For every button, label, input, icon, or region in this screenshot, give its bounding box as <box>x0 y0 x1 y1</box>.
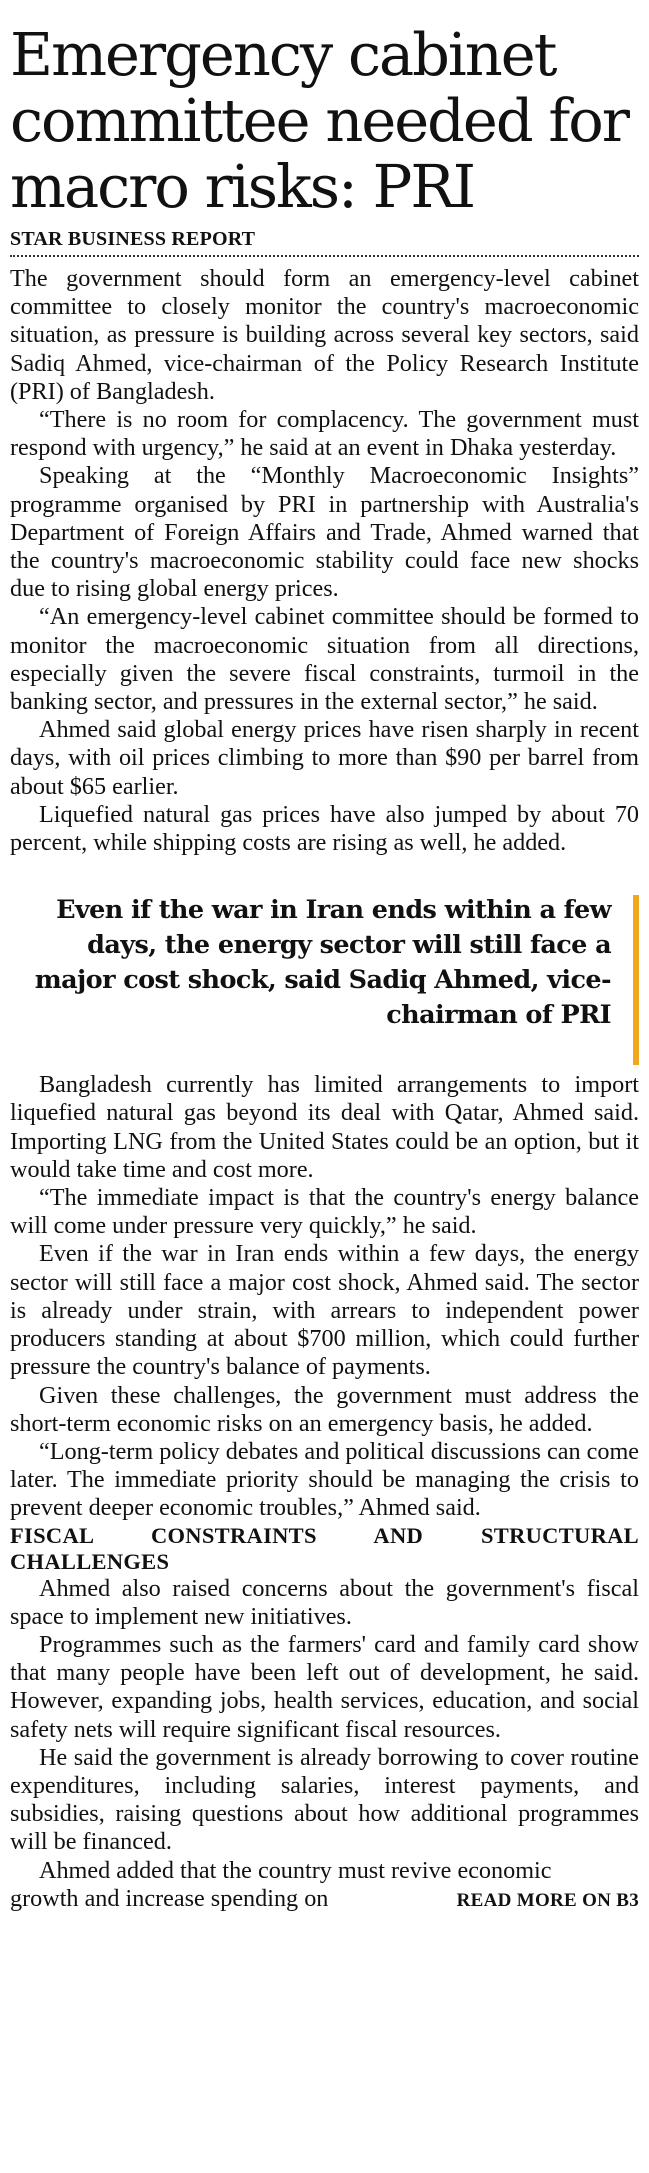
article-body-part1 <box>10 265 639 857</box>
paragraph: Given these challenges, the government must address the short-term economic risks on an emergency basis, he added. <box>10 1381 639 1437</box>
paragraph: Ahmed also raised concerns about the government's fiscal space to implement new initiatives. <box>10 1574 639 1630</box>
pullquote-block <box>10 893 639 1033</box>
byline: STAR BUSINESS REPORT <box>10 228 256 250</box>
paragraph: Programmes such as the farmers' card and family card show that many people have been left out of development, he said. However, expanding jobs, health services, education, and social safety nets will require significant fiscal resources. <box>10 1630 639 1743</box>
paragraph: The government should form an emergency-level cabinet committee to closely monitor the country's macroeconomic situation, as pressure is building across several key sectors, said Sadiq Ahmed, vice-chairman of the Policy Research Institute (PRI) of Bangladesh. <box>10 265 639 405</box>
paragraph: Even if the war in Iran ends within a few days, the energy sector will still face a major cost shock, Ahmed said. The sector is already under strain, with arrears to independent power producers standing at about $700 million, which could further pressure the country's balance of payments. <box>10 1240 639 1381</box>
paragraph: Speaking at the “Monthly Macroeconomic Insights” programme organised by PRI in partnership with Australia's Department of Foreign Affairs and Trade, Ahmed warned that the country's macroeconomic stability could face new shocks due to rising global energy prices. <box>10 462 639 603</box>
paragraph-final-line1: Ahmed added that the country must revive economic <box>39 1856 552 1884</box>
article-body-part2 <box>10 1071 639 1522</box>
paragraph: “Long-term policy debates and political discussions can come later. The immediate priority should be managing the crisis to prevent deeper economic troubles,” Ahmed said. <box>10 1437 639 1522</box>
read-more-link[interactable]: READ MORE ON B3 <box>456 1889 639 1911</box>
paragraph: “There is no room for complacency. The government must respond with urgency,” he said at an event in Dhaka yesterday. <box>10 406 639 462</box>
paragraph: He said the government is already borrowing to cover routine expenditures, including salaries, interest payments, and subsidies, raising questions about how additional programmes will be financed. <box>10 1743 639 1856</box>
pullquote: Even if the war in Iran ends within a few days, the energy sector will still face a major cost shock, said Sadiq Ahmed, vice-chairman of PRI <box>34 895 611 1031</box>
section-subhead: FISCAL CONSTRAINTS AND STRUCTURAL CHALLENGES <box>10 1522 639 1574</box>
paragraph: Ahmed said global energy prices have risen sharply in recent days, with oil prices climbing to more than $90 per barrel from about $65 earlier. <box>10 716 639 800</box>
pullquote-accent-bar <box>633 895 639 1065</box>
article-body-part3 <box>10 1575 639 1885</box>
paragraph: Liquefied natural gas prices have also jumped by about 70 percent, while shipping costs are rising as well, he added. <box>10 800 639 857</box>
dotted-divider <box>10 255 639 257</box>
paragraph: “An emergency-level cabinet committee should be formed to monitor the macroeconomic situation from all directions, especially given the severe fiscal constraints, turmoil in the banking sector, and pressures in the external sector,” he said. <box>10 603 639 716</box>
paragraph: Bangladesh currently has limited arrangements to import liquefied natural gas beyond its deal with Qatar, Ahmed said. Importing LNG from the United States could be an option, but it would take time and cost more. <box>10 1071 639 1183</box>
paragraph: “The immediate impact is that the country's energy balance will come under pressure very quickly,” he said. <box>10 1184 639 1240</box>
headline: Emergency cabinet committee needed for macro risks: PRI <box>10 20 628 221</box>
paragraph-final-line2: growth and increase spending on <box>10 1884 329 1912</box>
final-line <box>10 1885 639 1915</box>
